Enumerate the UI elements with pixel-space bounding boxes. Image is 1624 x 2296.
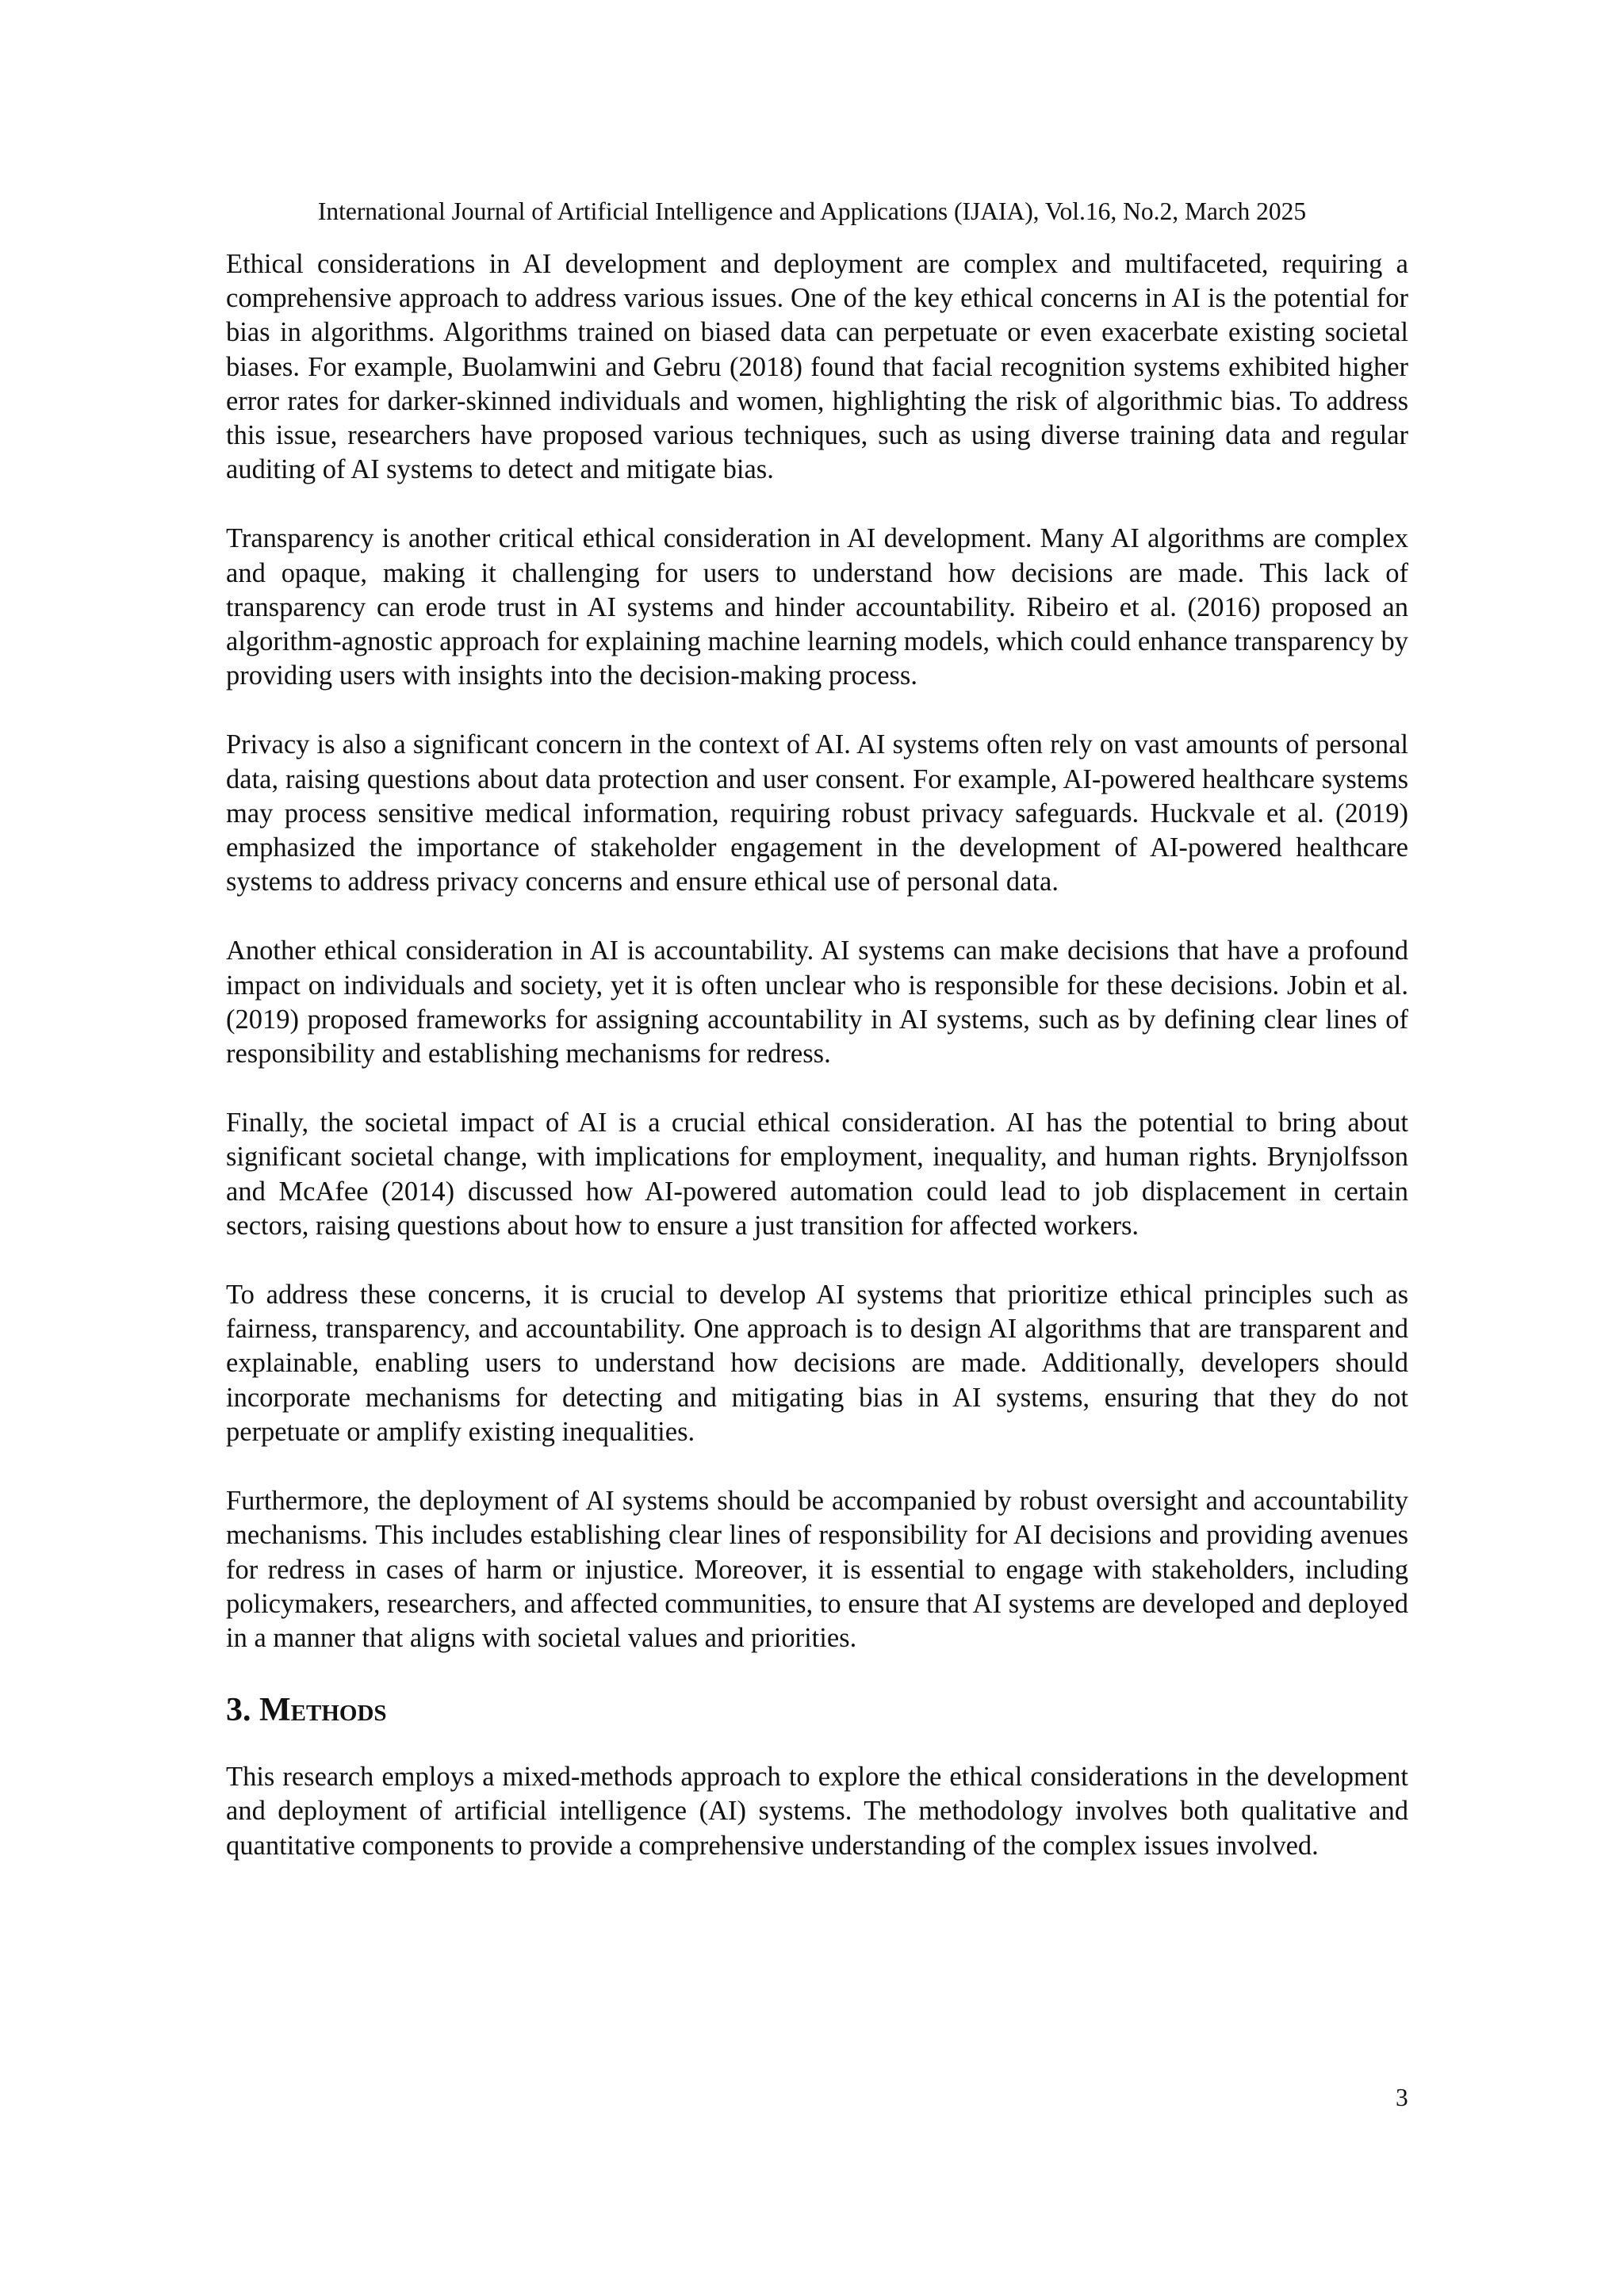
paragraph-oversight: Furthermore, the deployment of AI systems should be accompanied by robust oversight and accountability mechanisms. This includes establishing clear lines of responsibility for AI decisions and providing avenues for redress in cases of harm or injustice. Moreover, it is essential to engage with stakeholders, including policymakers, researchers, and affected communities, to ensure that AI systems are developed and deployed in a manner that aligns with societal values and priorities. [226,1486,1408,1653]
paragraph-privacy: Privacy is also a significant concern in the context of AI. AI systems often rely on vast amounts of personal data, raising questions about data protection and user consent. For example, AI-powered healthcare systems may process sensitive medical information, requiring robust privacy safeguards. Huckvale et al. (2019) emphasized the importance of stakeholder engagement in the development of AI-powered healthcare systems to address privacy concerns and ensure ethical use of personal data. [226,729,1408,897]
running-header: International Journal of Artificial Intelligence and Applications (IJAIA), Vol.16, No.2, March 2025 [317,197,1307,225]
paragraph-accountability: Another ethical consideration in AI is accountability. AI systems can make decisions that have a profound impact on individuals and society, yet it is often unclear who is responsible for these decisions. Jobin et al. (2019) proposed frameworks for assigning accountability in AI systems, such as by defining clear lines of responsibility and establishing mechanisms for redress. [226,936,1408,1070]
section-number-initial: 3. M [226,1692,291,1729]
page-body [226,247,1408,1898]
section-heading-methods [226,1690,1408,1730]
paragraph-transparency: Transparency is another critical ethical consideration in AI development. Many AI algorithms are complex and opaque, making it challenging for users to understand how decisions are made. This lack of transparency can erode trust in AI systems and hinder accountability. Ribeiro et al. (2016) proposed an algorithm-agnostic approach for explaining machine learning models, which could enhance transparency by providing users with insights into the decision-making process. [226,523,1408,691]
paragraph-methods-intro: This research employs a mixed-methods approach to explore the ethical considerations in the development and deployment of artificial intelligence (AI) systems. The methodology involves both qualitative and quantitative components to provide a comprehensive understanding of the complex issues involved. [226,1762,1408,1861]
paragraph-addressing-concerns: To address these concerns, it is crucial to develop AI systems that prioritize ethical principles such as fairness, transparency, and accountability. One approach is to design AI algorithms that are transparent and explainable, enabling users to understand how decisions are made. Additionally, developers should incorporate mechanisms for detecting and mitigating bias in AI systems, ensuring that they do not perpetuate or amplify existing inequalities. [226,1280,1408,1447]
page-number: 3 [1396,2084,1408,2111]
paragraph-bias: Ethical considerations in AI development and deployment are complex and multifaceted, requiring a comprehensive approach to address various issues. One of the key ethical concerns in AI is the potential for bias in algorithms. Algorithms trained on biased data can perpetuate or even exacerbate existing societal biases. For example, Buolamwini and Gebru (2018) found that facial recognition systems exhibited higher error rates for darker-skinned individuals and women, highlighting the risk of algorithmic bias. To address this issue, researchers have proposed various techniques, such as using diverse training data and regular auditing of AI systems to detect and mitigate bias. [226,249,1408,485]
section-title-rest: ethods [290,1692,387,1729]
paragraph-societal-impact: Finally, the societal impact of AI is a crucial ethical consideration. AI has the potential to bring about significant societal change, with implications for employment, inequality, and human rights. Brynjolfsson and McAfee (2014) discussed how AI-powered automation could lead to job displacement in certain sectors, raising questions about how to ensure a just transition for affected workers. [226,1108,1408,1241]
